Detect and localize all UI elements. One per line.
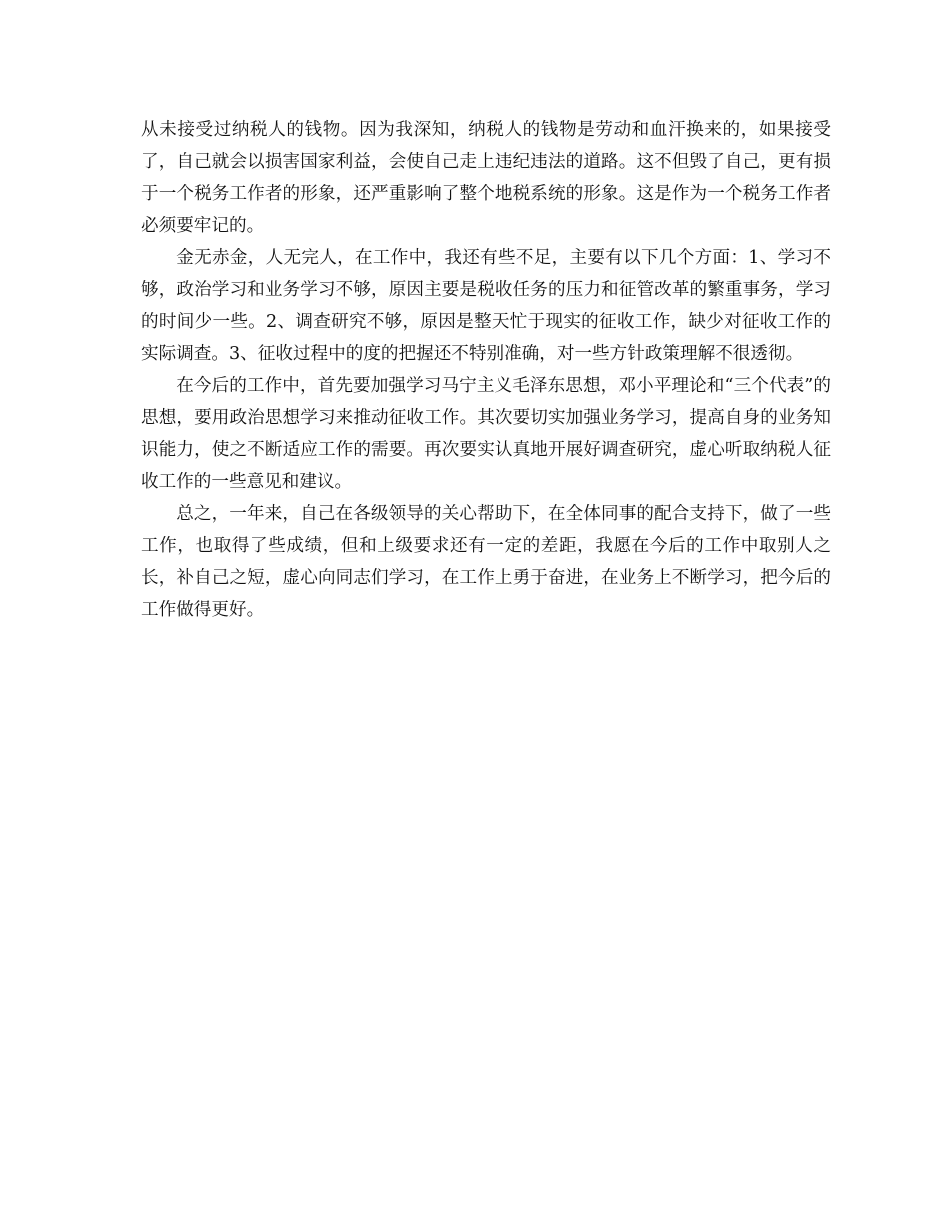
paragraph-future-plans: 在今后的工作中，首先要加强学习马宁主义毛泽东思想，邓小平理论和“三个代表”的思想，要用政治思想学习来推动征收工作。其次要切实加强业务学习，提高自身的业务知识能力，使之不断适应工作的需要。再次要实认真地开展好调查研究，虚心听取纳税人征收工作的一些意见和建议。 [141, 376, 831, 492]
paragraph-continuation: 从未接受过纳税人的钱物。因为我深知，纳税人的钱物是劳动和血汗换来的，如果接受了，自己就会以损害国家利益，会使自己走上违纪违法的道路。这不但毁了自己，更有损于一个税务工作者的形象，还严重影响了整个地税系统的形象。这是作为一个税务工作者必须要牢记的。 [141, 120, 831, 236]
paragraph-summary: 总之，一年来，自己在各级领导的关心帮助下，在全体同事的配合支持下，做了一些工作，也取得了些成绩，但和上级要求还有一定的差距，我愿在今后的工作中取别人之长，补自己之短，虚心向同志们学习，在工作上勇于奋进，在业务上不断学习，把今后的工作做得更好。 [141, 504, 831, 620]
document-body [141, 114, 831, 626]
paragraph-shortcomings: 金无赤金，人无完人，在工作中，我还有些不足，主要有以下几个方面：1、学习不够，政治学习和业务学习不够，原因主要是税收任务的压力和征管改革的繁重事务，学习的时间少一些。2、调查研究不够，原因是整天忙于现实的征收工作，缺少对征收工作的实际调查。3、征收过程中的度的把握还不特别准确，对一些方针政策理解不很透彻。 [141, 248, 831, 364]
